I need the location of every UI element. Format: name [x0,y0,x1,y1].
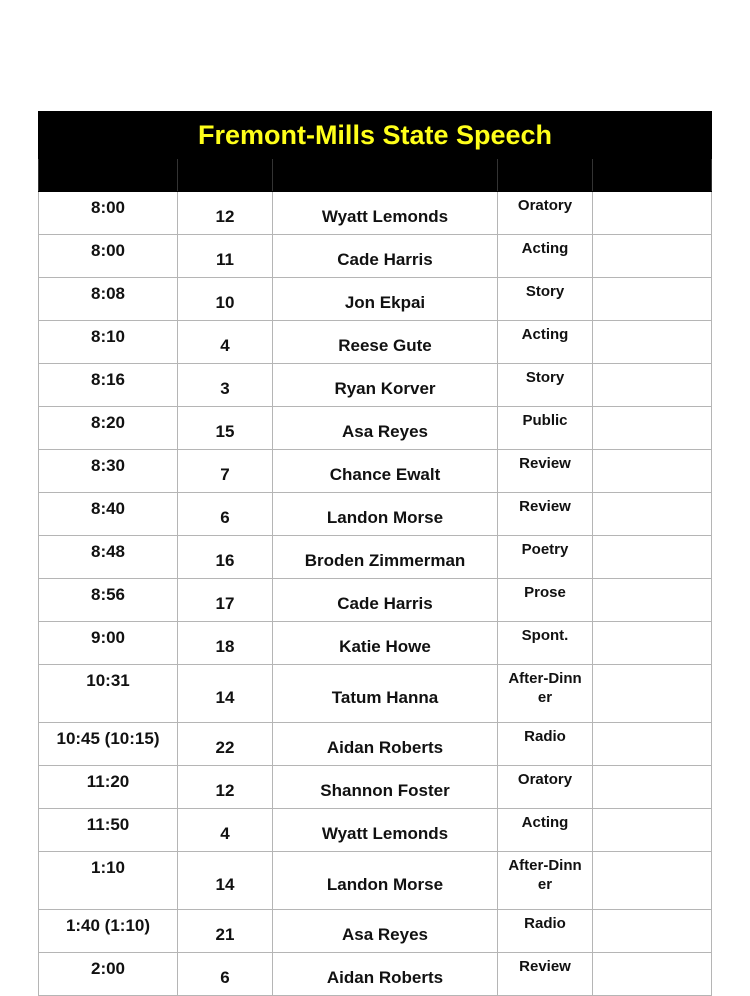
time-cell [39,622,178,665]
schedule-sheet [38,111,711,996]
number-cell-text: 12 [215,781,235,800]
event-cell [498,723,593,766]
name-cell [273,766,498,809]
time-cell [39,493,178,536]
table-row [39,364,712,407]
empty-cell [593,536,712,579]
empty-cell [593,579,712,622]
number-cell-text: 14 [215,687,235,707]
number-cell-text: 4 [220,824,230,843]
event-cell-text: After-Dinner [508,857,582,893]
event-cell-text: Story [525,283,565,300]
empty-cell [593,321,712,364]
name-cell [273,493,498,536]
time-cell-text: 1:40 (1:10) [65,916,151,935]
name-cell-text: Asa Reyes [341,925,428,944]
header-cell-name [273,159,498,192]
title-row [39,112,712,159]
number-cell-text: 17 [215,594,235,613]
number-cell-text: 7 [220,465,230,484]
time-cell [39,536,178,579]
table-row [39,665,712,723]
event-cell-text: Story [525,369,565,386]
number-cell [178,278,273,321]
time-cell-text: 8:00 [90,198,126,217]
name-cell-text: Aidan Roberts [326,968,444,987]
name-cell-text: Wyatt Lemonds [321,207,449,226]
time-cell-text: 8:08 [90,284,126,303]
time-cell [39,665,178,723]
empty-cell [593,852,712,910]
table-row [39,321,712,364]
number-cell [178,235,273,278]
event-cell-text: Radio [524,728,566,745]
name-cell [273,407,498,450]
event-cell [498,278,593,321]
table-row [39,493,712,536]
number-cell [178,852,273,910]
event-cell [498,622,593,665]
event-cell-text: Spont. [521,627,569,644]
empty-cell [593,910,712,953]
empty-cell [593,278,712,321]
number-cell-text: 6 [220,968,230,987]
name-cell-text: Ryan Korver [334,379,436,398]
empty-cell [593,493,712,536]
time-cell [39,766,178,809]
name-cell [273,953,498,996]
name-cell-text: Tatum Hanna [331,687,439,707]
empty-cell [593,723,712,766]
event-cell [498,321,593,364]
event-cell [498,192,593,235]
name-cell [273,723,498,766]
name-cell-text: Cade Harris [337,594,433,613]
name-cell-text: Landon Morse [326,874,444,894]
event-cell [498,493,593,536]
name-cell [273,278,498,321]
header-cell-time [39,159,178,192]
header-cell-event [498,159,593,192]
name-cell-text: Aidan Roberts [326,738,444,757]
number-cell [178,321,273,364]
event-cell [498,665,593,723]
number-cell [178,407,273,450]
time-cell-text: 8:40 [90,499,126,518]
name-cell [273,809,498,852]
number-cell-text: 18 [215,637,235,656]
time-cell [39,278,178,321]
time-cell [39,723,178,766]
name-cell-text: Asa Reyes [341,422,428,441]
time-cell-text: 1:10 [90,858,126,877]
table-row [39,852,712,910]
event-cell-text: Prose [524,584,566,601]
header-cell-number [178,159,273,192]
number-cell-text: 11 [216,250,234,269]
event-cell-text: Acting [521,814,569,831]
table-row [39,450,712,493]
number-cell [178,910,273,953]
number-cell [178,622,273,665]
event-cell [498,407,593,450]
name-cell [273,910,498,953]
name-cell [273,852,498,910]
name-cell-text: Katie Howe [339,637,431,656]
name-cell [273,622,498,665]
number-cell [178,579,273,622]
number-cell [178,766,273,809]
empty-cell [593,407,712,450]
number-cell-text: 21 [215,925,235,944]
time-cell [39,910,178,953]
empty-cell [593,192,712,235]
time-cell [39,809,178,852]
table-row [39,723,712,766]
number-cell [178,953,273,996]
empty-cell [593,766,712,809]
table-row [39,235,712,278]
name-cell-text: Landon Morse [326,508,444,527]
number-cell [178,493,273,536]
number-cell-text: 14 [215,874,235,894]
time-cell-text: 8:16 [90,370,126,389]
name-cell [273,235,498,278]
title-cell [39,112,712,159]
table-row [39,622,712,665]
number-cell-text: 10 [215,293,235,312]
time-cell [39,953,178,996]
time-cell-text: 8:48 [90,542,126,561]
name-cell [273,579,498,622]
table-row [39,278,712,321]
time-cell [39,407,178,450]
table-row [39,192,712,235]
name-cell-text: Wyatt Lemonds [321,824,449,843]
event-cell [498,450,593,493]
time-cell [39,852,178,910]
event-cell-text: Public [522,412,568,429]
number-cell [178,364,273,407]
time-cell-text: 8:20 [90,413,126,432]
event-cell [498,579,593,622]
number-cell-text: 15 [215,422,235,441]
name-cell-text: Chance Ewalt [329,465,441,484]
name-cell-text: Shannon Foster [320,781,450,800]
page-title: Fremont-Mills State Speech [197,119,553,150]
event-cell-text: After-Dinner [508,670,582,706]
time-cell-text: 11:50 [86,815,130,834]
empty-cell [593,364,712,407]
number-cell [178,450,273,493]
table-row [39,910,712,953]
number-cell-text: 16 [215,551,235,570]
time-cell-text: 9:00 [90,628,126,647]
time-cell [39,450,178,493]
empty-cell [593,953,712,996]
event-cell [498,766,593,809]
time-cell [39,364,178,407]
name-cell [273,364,498,407]
event-cell-text: Review [519,455,571,472]
name-cell [273,321,498,364]
name-cell-text: Reese Gute [338,336,432,355]
number-cell [178,809,273,852]
event-cell-text: Acting [521,326,569,343]
empty-cell [593,235,712,278]
event-cell-text: Acting [521,240,569,257]
number-cell-text: 3 [220,379,230,398]
time-cell-text: 8:30 [90,456,126,475]
number-cell [178,192,273,235]
name-cell [273,665,498,723]
event-cell-text: Poetry [521,541,569,558]
event-cell [498,235,593,278]
time-cell-text: 8:56 [90,585,126,604]
table-row [39,579,712,622]
name-cell [273,450,498,493]
table-row [39,536,712,579]
event-cell [498,536,593,579]
event-cell-text: Review [519,958,571,975]
time-cell [39,192,178,235]
time-cell-text: 8:00 [90,241,126,260]
table-row [39,407,712,450]
time-cell [39,235,178,278]
number-cell [178,723,273,766]
event-cell-text: Oratory [517,197,573,214]
name-cell [273,192,498,235]
event-cell-text: Radio [524,915,566,932]
number-cell-text: 6 [220,508,230,527]
table-row [39,953,712,996]
time-cell-text: 8:10 [90,327,126,346]
number-cell-text: 4 [220,336,230,355]
time-cell [39,579,178,622]
event-cell [498,852,593,910]
empty-cell [593,450,712,493]
number-cell-text: 22 [215,738,235,757]
number-cell-text: 12 [215,207,235,226]
empty-cell [593,622,712,665]
schedule-table [38,111,712,996]
name-cell-text: Jon Ekpai [344,293,426,312]
table-row [39,766,712,809]
empty-cell [593,809,712,852]
name-cell-text: Broden Zimmerman [304,551,466,570]
header-cell-extra [593,159,712,192]
event-cell [498,953,593,996]
table-row [39,809,712,852]
number-cell [178,536,273,579]
time-cell-text: 11:20 [86,772,130,791]
event-cell-text: Oratory [517,771,573,788]
name-cell-text: Cade Harris [337,250,433,269]
number-cell [178,665,273,723]
time-cell-text: 10:45 (10:15) [56,729,160,748]
name-cell [273,536,498,579]
time-cell-text: 10:31 [86,671,130,690]
time-cell [39,321,178,364]
event-cell-text: Review [519,498,571,515]
empty-cell [593,665,712,723]
event-cell [498,364,593,407]
header-row [39,159,712,192]
event-cell [498,910,593,953]
event-cell [498,809,593,852]
time-cell-text: 2:00 [90,959,126,978]
